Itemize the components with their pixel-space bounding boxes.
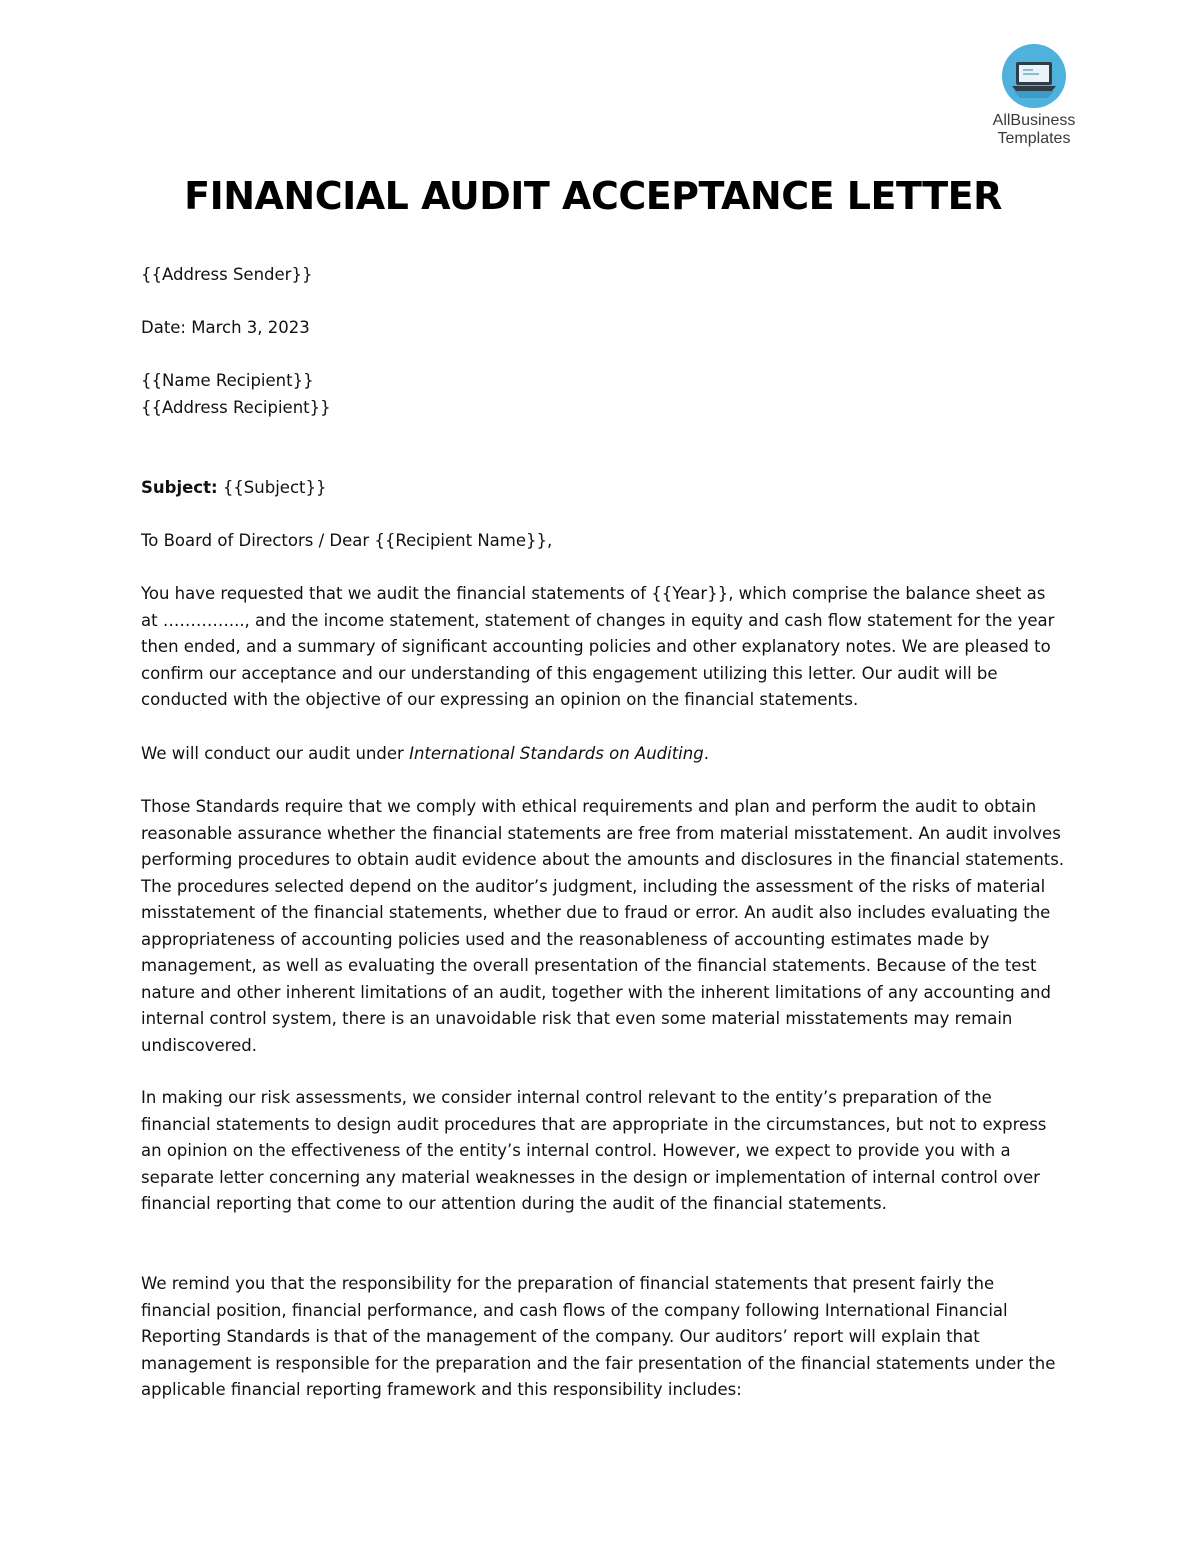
logo-line-1: AllBusiness [992, 112, 1076, 129]
logo-text [982, 112, 1086, 148]
paragraph-standards [141, 741, 1066, 768]
standards-prefix: We will conduct our audit under [141, 744, 410, 763]
paragraph-engagement: You have requested that we audit the financial statements of {{Year}}, which comprise the balance sheet as at …………..., and the income statement, statement of changes in equity and cash flow statement for the year then ended, and a summary of significant accounting policies and other explanatory notes. We are pleased to confirm our acceptance and our understanding of this engagement utilizing this letter. Our audit will be conducted with the objective of our expressing an opinion on the financial statements. [141, 584, 1055, 709]
standards-suffix: . [703, 744, 709, 763]
subject-line [141, 475, 1066, 502]
logo-line-2: Templates [997, 130, 1071, 147]
sender-address: {{Address Sender}} [141, 265, 313, 284]
salutation: To Board of Directors / Dear {{Recipient Name}}, [141, 531, 553, 550]
paragraph-requirements: Those Standards require that we comply with ethical requirements and plan and perform the audit to obtain reasonable assurance whether the financial statements are free from material misstatement. An audit involves performing procedures to obtain audit evidence about the amounts and disclosures in the financial statements. The procedures selected depend on the auditor’s judgment, including the assessment of the risks of material misstatement of the financial statements, whether due to fraud or error. An audit also includes evaluating the appropriateness of accounting policies used and the reasonableness of accounting estimates made by management, as well as evaluating the overall presentation of the financial statements. Because of the test nature and other inherent limitations of an audit, together with the inherent limitations of any accounting and internal control system, there is an unavoidable risk that even some material misstatements may remain undiscovered. [141, 797, 1065, 1055]
recipient-address: {{Address Recipient}} [141, 398, 331, 417]
subject-value: {{Subject}} [222, 478, 327, 497]
recipient-name: {{Name Recipient}} [141, 371, 314, 390]
standards-name: International Standards on Auditing [409, 744, 704, 763]
paragraph-management-responsibility: We remind you that the responsibility for the preparation of financial statements that present fairly the financial position, financial performance, and cash flows of the company following International Financial Reporting Standards is that of the management of the company. Our auditors’ report will explain that management is responsible for the preparation and the fair presentation of the financial statements under the applicable financial reporting framework and this responsibility includes: [141, 1274, 1056, 1399]
paragraph-risk-assessment: In making our risk assessments, we consider internal control relevant to the entity’s preparation of the financial statements to design audit procedures that are appropriate in the circumstances, but not to express an opinion on the effectiveness of the entity’s internal control. However, we expect to provide you with a separate letter concerning any material weaknesses in the design or implementation of internal control over financial reporting that come to our attention during the audit of the financial statements. [141, 1088, 1047, 1213]
date-line: Date: March 3, 2023 [141, 318, 310, 337]
document-title: FINANCIAL AUDIT ACCEPTANCE LETTER [184, 174, 1002, 218]
laptop-icon [1002, 44, 1066, 108]
brand-logo [982, 44, 1086, 148]
subject-label: Subject: [141, 478, 218, 497]
